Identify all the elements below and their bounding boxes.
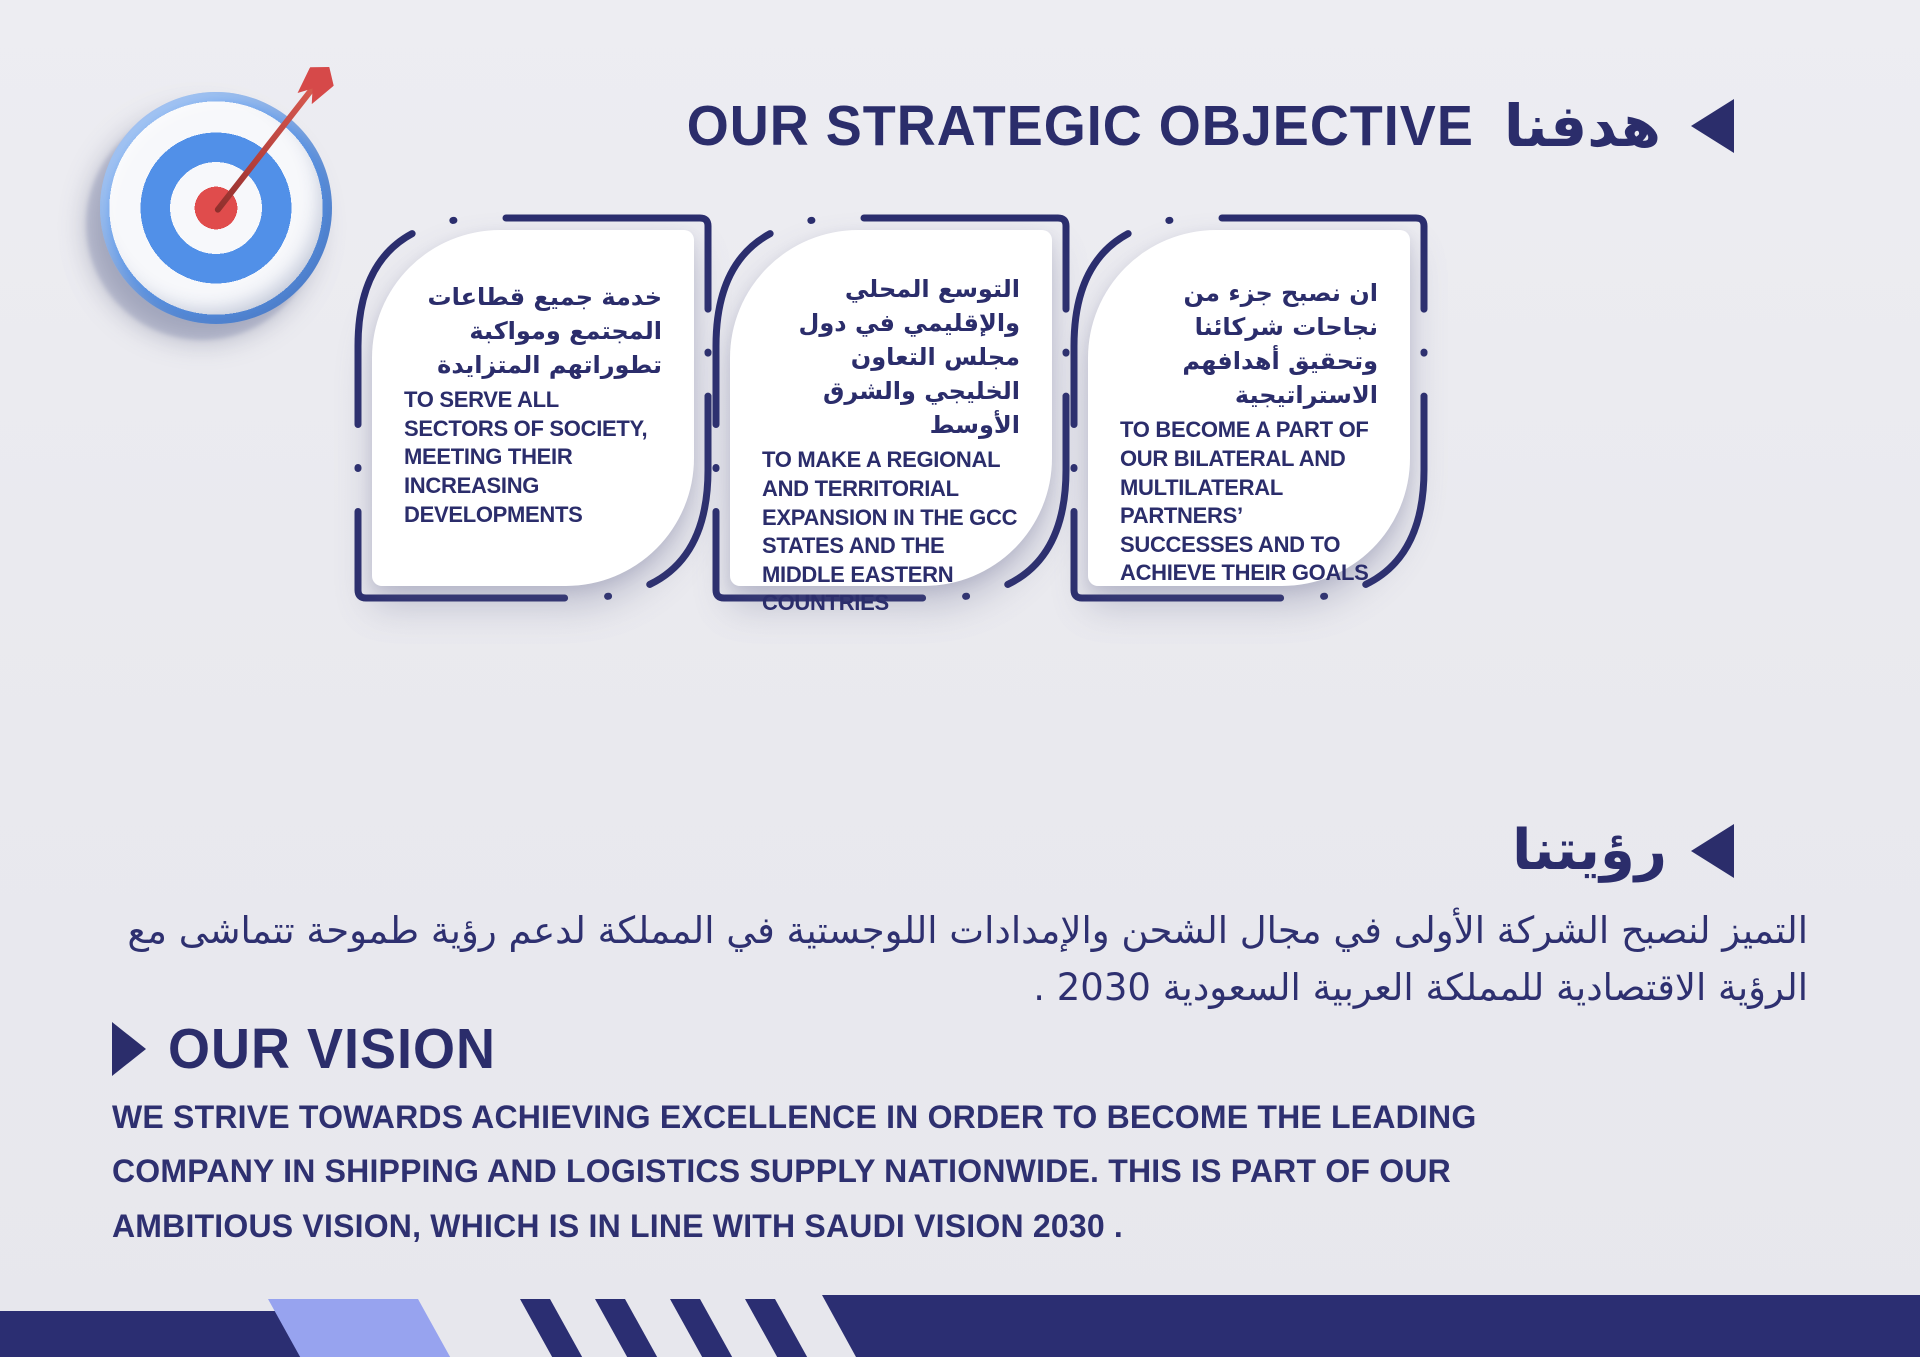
footer-stripe bbox=[520, 1299, 582, 1357]
footer-accent-parallelogram bbox=[268, 1299, 450, 1357]
footer-bar-right bbox=[822, 1295, 1920, 1357]
card-text-ar: التوسع المحلي والإقليمي في دول مجلس التعاون الخليجي والشرق الأوسط bbox=[798, 275, 1020, 440]
target-dartboard-icon bbox=[84, 86, 344, 346]
vision-title-en: OUR VISION bbox=[168, 1017, 497, 1081]
vision-header-en bbox=[112, 1018, 496, 1080]
strategic-objective-title-en: OUR STRATEGIC OBJECTIVE bbox=[686, 94, 1474, 158]
vision-title-ar: رؤيتنا bbox=[1512, 818, 1667, 883]
strategic-objective-title-ar: هدفنا bbox=[1503, 92, 1661, 160]
card-text-en: TO BECOME A PART OF OUR BILATERAL AND MULTILATERAL PARTNERS’ SUCCESSES AND TO ACHIEVE THEIR GOALS bbox=[1120, 417, 1369, 586]
footer-stripe bbox=[670, 1299, 732, 1357]
objective-card-2 bbox=[730, 230, 1052, 616]
vision-paragraph-ar: التميز لنصبح الشركة الأولى في مجال الشحن والإمدادات اللوجستية في المملكة لدعم رؤية طموحة تتماشى مع الرؤية الاقتصادية للمملكة العربية السعودية 2030 . bbox=[127, 909, 1808, 1010]
card-content bbox=[1088, 230, 1410, 586]
objective-cards bbox=[372, 230, 1410, 616]
card-text-en: TO MAKE A REGIONAL AND TERRITORIAL EXPANSION IN THE GCC STATES AND THE MIDDLE EASTERN COUNTRIES bbox=[762, 447, 1018, 616]
footer-stripe bbox=[595, 1299, 657, 1357]
triangle-right-icon bbox=[112, 1022, 146, 1076]
vision-header-ar bbox=[1512, 818, 1734, 883]
footer-stripe bbox=[745, 1299, 807, 1357]
card-content bbox=[730, 230, 1052, 616]
vision-paragraph-en: WE STRIVE TOWARDS ACHIEVING EXCELLENCE IN ORDER TO BECOME THE LEADING COMPANY IN SHIPPING AND LOGISTICS SUPPLY NATIONWIDE. THIS IS PART OF OUR AMBITIOUS VISION, WHICH IS IN LINE WITH SAUDI VISION 2030 . bbox=[112, 1099, 1477, 1244]
dart-fletching bbox=[293, 58, 341, 108]
triangle-left-icon bbox=[1691, 824, 1734, 878]
objective-card-3 bbox=[1088, 230, 1410, 586]
card-content bbox=[372, 230, 694, 586]
card-text-en: TO SERVE ALL SECTORS OF SOCIETY, MEETING THEIR INCREASING DEVELOPMENTS bbox=[404, 387, 648, 527]
objective-card-1 bbox=[372, 230, 694, 586]
card-text-ar: ان نصبح جزء من نجاحات شركائنا وتحقيق أهدافهم الاستراتيجية bbox=[1182, 279, 1378, 410]
triangle-left-icon bbox=[1691, 99, 1734, 153]
card-text-ar: خدمة جميع قطاعات المجتمع ومواكبة تطوراتهم المتزايدة bbox=[427, 283, 662, 380]
strategic-objective-header bbox=[687, 92, 1734, 160]
